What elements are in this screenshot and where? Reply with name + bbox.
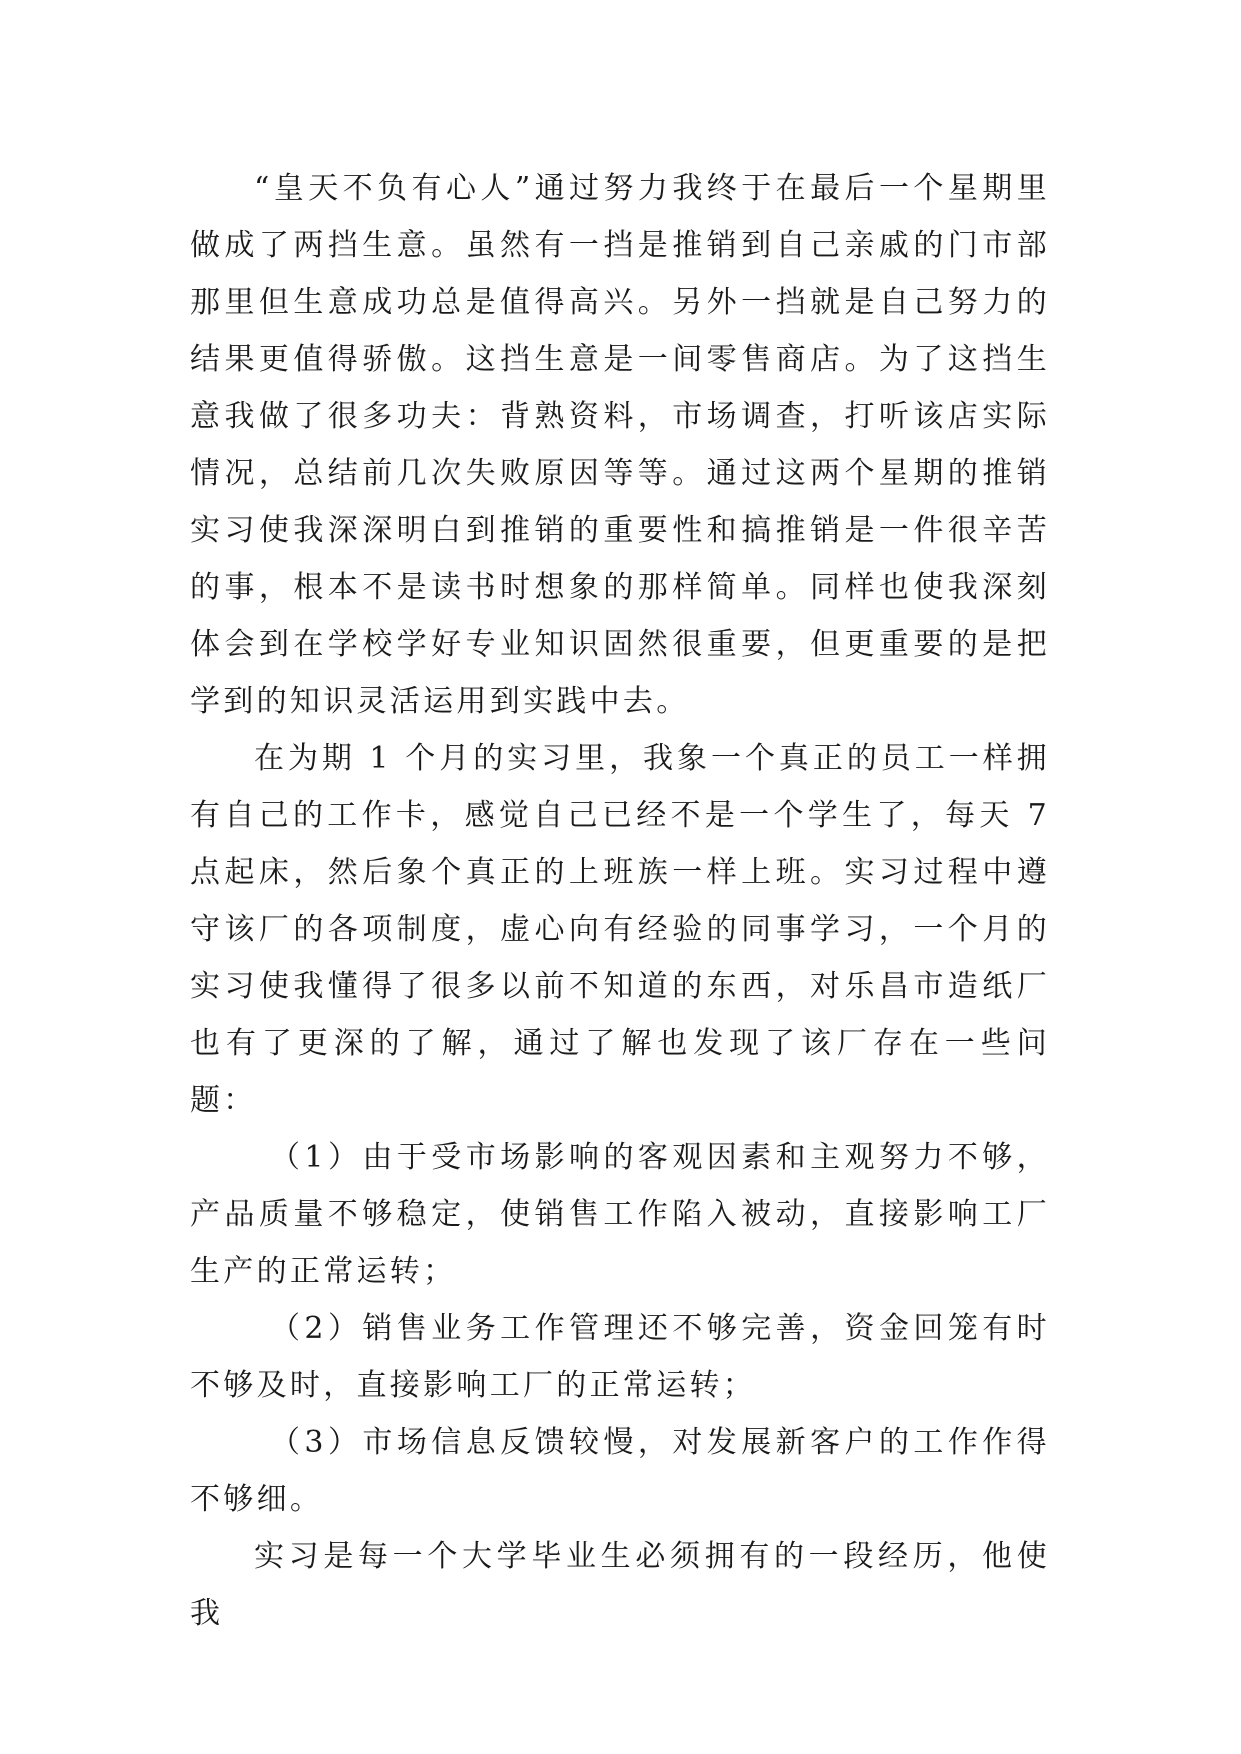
issue-item-3: （3）市场信息反馈较慢，对发展新客户的工作作得不够细。: [190, 1425, 1050, 1517]
document-page: [190, 160, 1050, 1642]
issue-item-1: （1）由于受市场影响的客观因素和主观努力不够，产品质量不够稳定，使销售工作陷入被动，直接影响工厂生产的正常运转；: [190, 1140, 1050, 1289]
issue-item-2: （2）销售业务工作管理还不够完善，资金回笼有时不够及时，直接影响工厂的正常运转；: [190, 1311, 1050, 1403]
paragraph-conclusion-start: 实习是每一个大学毕业生必须拥有的一段经历，他使我: [190, 1539, 1050, 1631]
paragraph-sales-success: “皇天不负有心人”通过努力我终于在最后一个星期里做成了两挡生意。虽然有一挡是推销到自己亲戚的门市部那里但生意成功总是值得高兴。另外一挡就是自己努力的结果更值得骄傲。这挡生意是一间零售商店。为了这挡生意我做了很多功夫：背熟资料，市场调查，打听该店实际情况，总结前几次失败原因等等。通过这两个星期的推销实习使我深深明白到推销的重要性和搞推销是一件很辛苦的事，根本不是读书时想象的那样简单。同样也使我深刻体会到在学校学好专业知识固然很重要，但更重要的是把学到的知识灵活运用到实践中去。: [190, 171, 1050, 719]
paragraph-internship-month: 在为期 1 个月的实习里，我象一个真正的员工一样拥有自己的工作卡，感觉自己已经不是一个学生了，每天 7 点起床，然后象个真正的上班族一样上班。实习过程中遵守该厂的各项制度，虚心向有经验的同事学习，一个月的实习使我懂得了很多以前不知道的东西，对乐昌市造纸厂也有了更深的了解，通过了解也发现了该厂存在一些问题：: [190, 741, 1050, 1118]
